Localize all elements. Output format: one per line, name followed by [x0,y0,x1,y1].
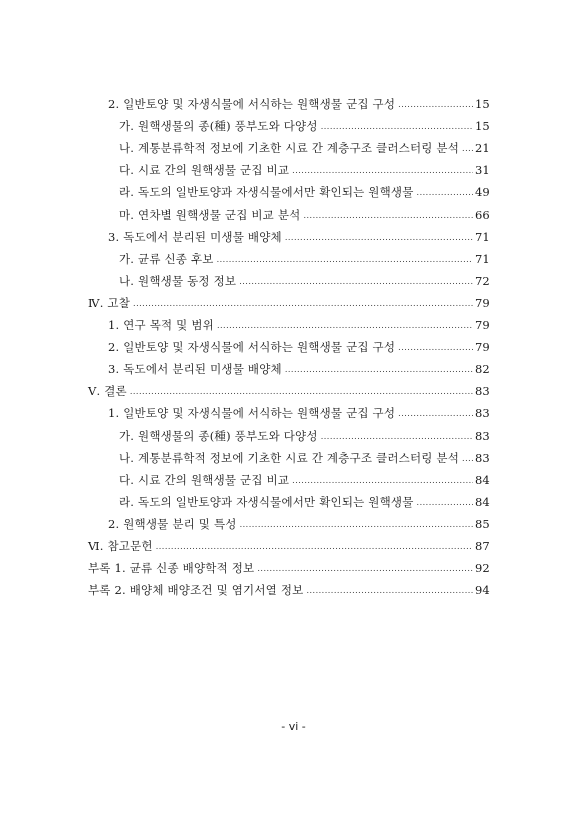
toc-entry-title: 다. 시료 간의 원핵생물 군집 비교 [119,472,290,487]
toc-dot-leader [130,387,473,396]
toc-entry-title: 3. 독도에서 분리된 미생물 배양체 [108,362,282,377]
toc-dot-leader [398,100,473,109]
toc-entry-page: 71 [475,229,490,244]
toc-entry-page: 94 [475,583,490,598]
toc-entry[interactable] [108,96,489,118]
toc-entry-page: 71 [475,251,490,266]
toc-dot-leader [417,188,473,197]
toc-entry-page: 84 [475,494,490,509]
toc-entry-title: 가. 원핵생물의 종(種) 풍부도와 다양성 [119,119,318,134]
toc-dot-leader [417,498,473,507]
toc-entry-page: 15 [475,97,490,111]
toc-entry-title: 2. 일반토양 및 자생식물에 서식하는 원핵생물 군집 구성 [108,340,396,355]
toc-entry-page: 83 [475,384,490,399]
toc-entry-title: 2. 일반토양 및 자생식물에 서식하는 원핵생물 군집 구성 [108,97,396,111]
toc-dot-leader [398,409,473,418]
toc-entry-page: 72 [475,273,490,288]
toc-entry-title: 마. 연차별 원핵생물 군집 비교 분석 [119,207,301,222]
toc-dot-leader [217,255,473,264]
page-number-footer: - vi - [281,720,306,733]
toc-dot-leader [257,564,473,573]
toc-entry[interactable] [108,516,489,538]
toc-entry-page: 79 [475,318,490,332]
toc-entry[interactable] [119,494,489,516]
toc-entry-title: 나. 원핵생물 동정 정보 [119,273,237,288]
toc-dot-leader [306,586,473,595]
toc-entry-page: 49 [475,185,490,200]
toc-entry-page: 79 [475,295,490,310]
toc-entry-page: 85 [475,516,490,531]
toc-entry-title: 가. 원핵생물의 종(種) 풍부도와 다양성 [119,428,318,443]
toc-dot-leader [462,144,473,153]
toc-entry[interactable] [108,317,489,339]
toc-entry[interactable] [119,450,489,472]
toc-dot-leader [239,277,473,286]
toc-entry-title: Ⅵ. 참고문헌 [88,539,153,553]
toc-entry-title: 라. 독도의 일반토양과 자생식물에서만 확인되는 원핵생물 [119,185,414,200]
toc-entry-title: 2. 원핵생물 분리 및 특성 [108,516,237,531]
toc-entry[interactable] [88,383,489,405]
toc-entry-page: 31 [475,163,490,178]
toc-entry-page: 83 [475,450,490,465]
toc-entry[interactable] [119,472,489,494]
toc-entry-title: 1. 일반토양 및 자생식물에 서식하는 원핵생물 군집 구성 [108,406,396,421]
toc-entry-title: 부록 1. 균류 신종 배양학적 정보 [88,561,255,576]
toc-entry[interactable] [119,162,489,184]
toc-dot-leader [156,542,473,551]
toc-entry-title: 가. 균류 신종 후보 [119,251,214,266]
toc-dot-leader [292,166,473,175]
toc-entry-page: 83 [475,406,490,421]
toc-entry-title: 나. 계통분류학적 정보에 기초한 시료 간 계층구조 클러스터링 분석 [119,141,460,156]
toc-entry-page: 79 [475,340,490,355]
toc-entry[interactable] [119,140,489,162]
toc-entry-page: 83 [475,428,490,443]
toc-entry[interactable] [88,560,489,582]
toc-entry[interactable] [88,538,489,560]
toc-dot-leader [303,211,473,220]
toc-entry[interactable] [108,229,489,251]
toc-entry-title: 1. 연구 목적 및 범위 [108,318,214,332]
toc-entry-title: 부록 2. 배양체 배양조건 및 염기서열 정보 [88,583,304,598]
toc-entry-page: 21 [475,141,490,156]
toc-dot-leader [133,299,473,308]
toc-dot-leader [462,454,473,463]
toc-dot-leader [285,233,473,242]
toc-entry-title: Ⅳ. 고찰 [88,295,131,310]
toc-entry-page: 82 [475,362,490,377]
toc-entry-title: 3. 독도에서 분리된 미생물 배양체 [108,229,282,244]
toc-entry-page: 84 [475,472,490,487]
toc-entry[interactable] [119,184,489,206]
toc-entry-title: 나. 계통분류학적 정보에 기초한 시료 간 계층구조 클러스터링 분석 [119,450,460,465]
toc-entry[interactable] [119,273,489,295]
toc-entry-title: 라. 독도의 일반토양과 자생식물에서만 확인되는 원핵생물 [119,494,414,509]
toc-dot-leader [217,321,473,330]
toc-entry[interactable] [119,251,489,273]
toc-dot-leader [285,365,473,374]
toc-entry[interactable] [88,295,489,317]
toc-entry[interactable] [108,405,489,427]
toc-dot-leader [321,432,473,441]
toc-entry[interactable] [88,582,489,604]
toc-entry[interactable] [108,339,489,361]
toc-entry[interactable] [108,361,489,383]
toc-dot-leader [240,520,473,529]
toc-dot-leader [292,476,473,485]
toc-dot-leader [398,343,473,352]
toc-entry[interactable] [119,118,489,140]
toc-dot-leader [321,122,473,131]
toc-entry-page: 87 [475,539,490,553]
toc-entry-page: 92 [475,561,490,576]
toc-entry[interactable] [119,428,489,450]
toc-entry-title: Ⅴ. 결론 [88,384,127,399]
toc-entry-page: 66 [475,207,490,222]
toc-entry[interactable] [119,207,489,229]
toc-entry-title: 다. 시료 간의 원핵생물 군집 비교 [119,163,290,178]
toc-entry-page: 15 [475,119,490,134]
